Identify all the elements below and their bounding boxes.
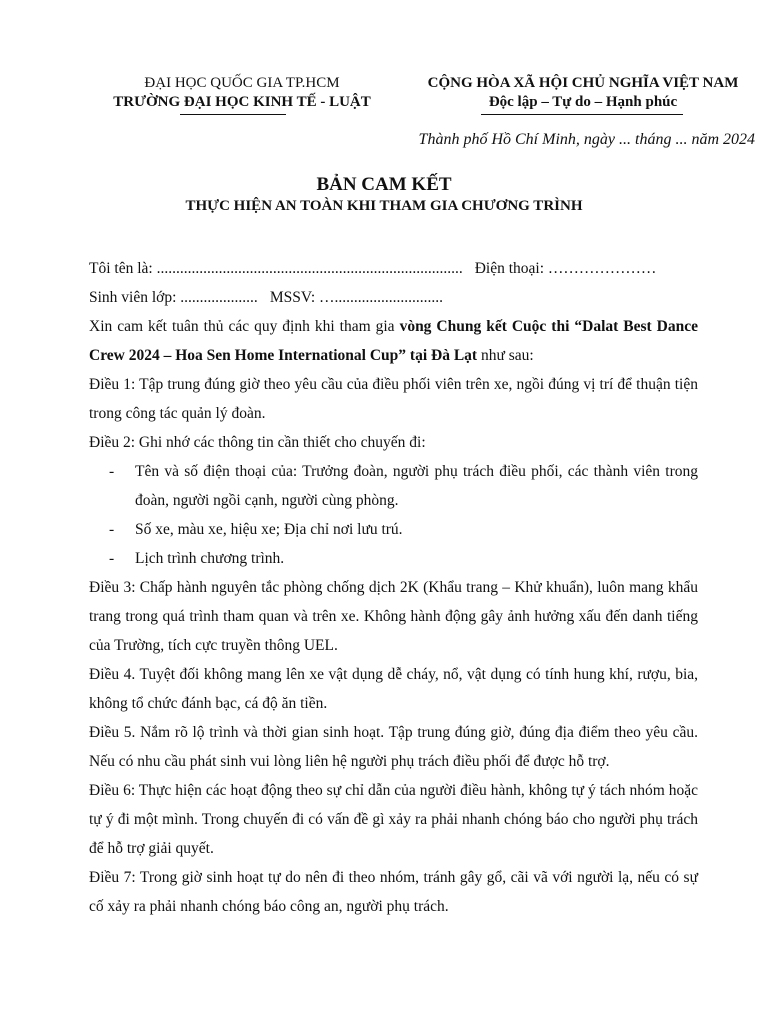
intro-paragraph [89, 312, 698, 370]
document-body [89, 254, 698, 921]
article-4: Điều 4. Tuyệt đối không mang lên xe vật dụng dễ cháy, nổ, vật dụng có tính hung khí, rượu, bia, không tổ chức đánh bạc, cá độ ăn tiền. [89, 666, 698, 712]
bullet-text: Lịch trình chương trình. [135, 550, 285, 567]
issuer-underline [180, 114, 286, 115]
list-item [89, 457, 698, 515]
school-name: TRƯỜNG ĐẠI HỌC KINH TẾ - LUẬT [113, 94, 371, 110]
date-line: Thành phố Hồ Chí Minh, ngày ... tháng ... năm 2024 [418, 131, 755, 148]
class-mssv-row [89, 283, 698, 312]
article-6: Điều 6: Thực hiện các hoạt động theo sự chỉ dẫn của người điều hành, không tự ý tách nhóm hoặc tự ý đi một mình. Trong chuyến đi có vấn đề gì xảy ra phải nhanh chóng báo cho người phụ trách để hỗ trợ giải quyết. [89, 782, 698, 857]
name-field: Tôi tên là: ............................................................................... [89, 260, 463, 277]
class-field: Sinh viên lớp: .................... [89, 289, 258, 306]
phone-field: Điện thoại: ………………… [474, 260, 657, 277]
list-item [89, 544, 698, 573]
article-2: Điều 2: Ghi nhớ các thông tin cần thiết cho chuyến đi: [89, 434, 426, 451]
article-1: Điều 1: Tập trung đúng giờ theo yêu cầu của điều phối viên trên xe, ngồi đúng vị trí để thuận tiện trong công tác quản lý đoàn. [89, 376, 698, 422]
university-name: ĐẠI HỌC QUỐC GIA TP.HCM [144, 75, 340, 91]
motto-underline [481, 114, 683, 115]
document-title: BẢN CAM KẾT [316, 174, 452, 195]
document-subtitle: THỰC HIỆN AN TOÀN KHI THAM GIA CHƯƠNG TRÌNH [185, 198, 583, 214]
bullet-text: Tên và số điện thoại của: Trưởng đoàn, người phụ trách điều phối, các thành viên trong đoàn, người ngồi cạnh, người cùng phòng. [135, 463, 698, 509]
national-title: CỘNG HÒA XÃ HỘI CHỦ NGHĨA VIỆT NAM [427, 75, 739, 91]
list-item [89, 515, 698, 544]
national-motto-block [400, 74, 766, 112]
name-phone-row [89, 254, 698, 283]
mssv-field: MSSV: …............................ [269, 289, 444, 306]
national-motto: Độc lập – Tự do – Hạnh phúc [488, 94, 678, 110]
intro-post: như sau: [477, 347, 534, 364]
intro-pre: Xin cam kết tuân thủ các quy định khi tham gia [89, 318, 400, 335]
bullet-dash: - [109, 463, 115, 480]
intro-event: vòng Chung kết Cuộc thi “Dalat Best Dance Crew 2024 – Hoa Sen Home International Cup” tại Đà Lạt [89, 318, 698, 364]
bullet-text: Số xe, màu xe, hiệu xe; Địa chỉ nơi lưu trú. [135, 521, 403, 538]
bullet-dash: - [109, 550, 115, 567]
issuer-block [92, 74, 392, 112]
article-7: Điều 7: Trong giờ sinh hoạt tự do nên đi theo nhóm, tránh gây gổ, cãi vã với người lạ, nếu có sự cố xảy ra phải nhanh chóng báo công an, người phụ trách. [89, 869, 698, 915]
article-5: Điều 5. Nắm rõ lộ trình và thời gian sinh hoạt. Tập trung đúng giờ, đúng địa điểm theo yêu cầu. Nếu có nhu cầu phát sinh vui lòng liên hệ người phụ trách điều phối để được hỗ trợ. [89, 724, 698, 770]
bullet-dash: - [109, 521, 115, 538]
article-3: Điều 3: Chấp hành nguyên tắc phòng chống dịch 2K (Khẩu trang – Khử khuẩn), luôn mang khẩu trang trong quá trình tham quan và trên xe. Không hành động gây ảnh hưởng xấu đến danh tiếng của Trường, tích cực truyền thông UEL. [89, 579, 698, 654]
